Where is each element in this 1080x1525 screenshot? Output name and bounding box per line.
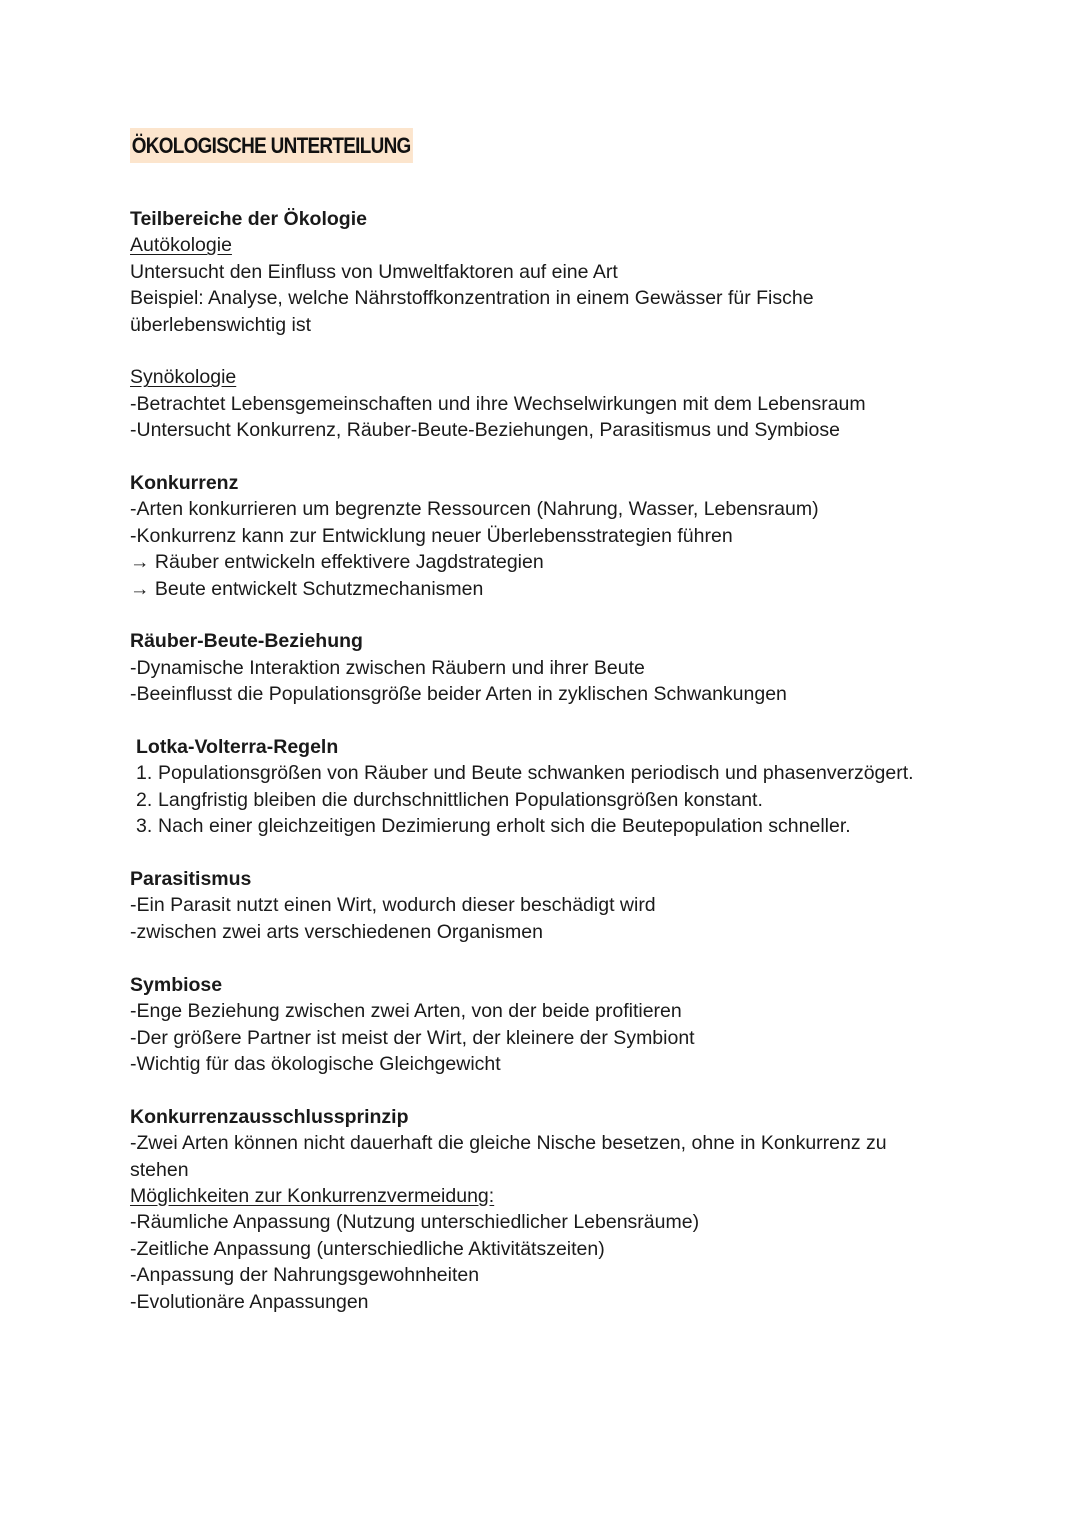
list-text: Nach einer gleichzeitigen Dezimierung erholt sich die Beutepopulation schneller.: [158, 815, 851, 838]
text-line: -Arten konkurrieren um begrenzte Ressourcen (Nahrung, Wasser, Lebensraum): [130, 498, 819, 521]
text-line: -Dynamische Interaktion zwischen Räubern und ihrer Beute: [130, 656, 645, 679]
heading-lotka-volterra: Lotka-Volterra-Regeln: [136, 736, 339, 759]
subheading-synoekologie: Synökologie: [130, 366, 237, 389]
text-line: -Zeitliche Anpassung (unterschiedliche Aktivitätszeiten): [130, 1237, 605, 1260]
text-line: -Ein Parasit nutzt einen Wirt, wodurch dieser beschädigt wird: [130, 894, 656, 917]
section-parasitismus: [130, 866, 990, 945]
subheading-konkurrenzvermeidung: Möglichkeiten zur Konkurrenzvermeidung:: [130, 1184, 495, 1207]
section-konkurrenzausschluss: [130, 1104, 990, 1315]
heading-parasitismus: Parasitismus: [130, 868, 252, 891]
text-line: -Der größere Partner ist meist der Wirt, der kleinere der Symbiont: [130, 1026, 695, 1049]
section-raeuber-beute: [130, 628, 990, 707]
text-line: überlebenswichtig ist: [130, 313, 312, 336]
spacer: [130, 840, 990, 866]
heading-konkurrenz: Konkurrenz: [130, 472, 239, 495]
text-line: Beispiel: Analyse, welche Nährstoffkonzentration in einem Gewässer für Fische: [130, 287, 814, 310]
list-item: [136, 813, 990, 839]
list-item: [136, 787, 990, 813]
heading-teilbereiche: Teilbereiche der Ökologie: [130, 208, 367, 230]
spacer: [130, 163, 990, 206]
spacer: [130, 602, 990, 628]
arrow-line: → Beute entwickelt Schutzmechanismen: [130, 577, 484, 600]
text-line: -Wichtig für das ökologische Gleichgewicht: [130, 1052, 501, 1075]
list-text: Populationsgrößen von Räuber und Beute schwanken periodisch und phasenverzögert.: [158, 762, 914, 785]
text-line: -Beeinflusst die Populationsgröße beider Arten in zyklischen Schwankungen: [130, 683, 787, 706]
document-title: ÖKOLOGISCHE UNTERTEILUNG: [130, 128, 413, 163]
spacer: [130, 945, 990, 971]
text-line: -Betrachtet Lebensgemeinschaften und ihre Wechselwirkungen mit dem Lebensraum: [130, 392, 866, 415]
spacer: [130, 708, 990, 734]
spacer: [130, 338, 990, 364]
text-line: -Zwei Arten können nicht dauerhaft die gleiche Nische besetzen, ohne in Konkurrenz zu: [130, 1132, 887, 1155]
section-lotka-volterra: [130, 734, 990, 840]
spacer: [130, 1077, 990, 1103]
heading-raeuber-beute: Räuber-Beute-Beziehung: [130, 630, 363, 653]
arrow-line: → Räuber entwickeln effektivere Jagdstrategien: [130, 551, 544, 574]
text-line: Untersucht den Einfluss von Umweltfaktoren auf eine Art: [130, 260, 618, 283]
text-line: -Enge Beziehung zwischen zwei Arten, von der beide profitieren: [130, 1000, 682, 1023]
spacer: [130, 444, 990, 470]
text-line: -Anpassung der Nahrungsgewohnheiten: [130, 1264, 480, 1287]
subheading-autoekologie: Autökologie: [130, 234, 232, 257]
heading-symbiose: Symbiose: [130, 973, 223, 996]
section-symbiose: [130, 972, 990, 1078]
text-line: -Untersucht Konkurrenz, Räuber-Beute-Beziehungen, Parasitismus und Symbiose: [130, 419, 840, 442]
text-line: -Räumliche Anpassung (Nutzung unterschiedlicher Lebensräume): [130, 1211, 700, 1234]
document-page: [130, 128, 990, 1315]
list-item: [136, 760, 990, 786]
text-line: -zwischen zwei arts verschiedenen Organismen: [130, 920, 543, 943]
text-line: -Evolutionäre Anpassungen: [130, 1290, 369, 1313]
section-teilbereiche: [130, 206, 990, 444]
list-number: 3.: [136, 815, 153, 838]
section-konkurrenz: [130, 470, 990, 602]
list-number: 1.: [136, 762, 153, 785]
list-number: 2.: [136, 788, 153, 811]
heading-konkurrenzausschluss: Konkurrenzausschlussprinzip: [130, 1105, 409, 1128]
text-line: -Konkurrenz kann zur Entwicklung neuer Überlebensstrategien führen: [130, 524, 733, 547]
list-text: Langfristig bleiben die durchschnittlichen Populationsgrößen konstant.: [158, 788, 763, 811]
text-line: stehen: [130, 1158, 189, 1181]
